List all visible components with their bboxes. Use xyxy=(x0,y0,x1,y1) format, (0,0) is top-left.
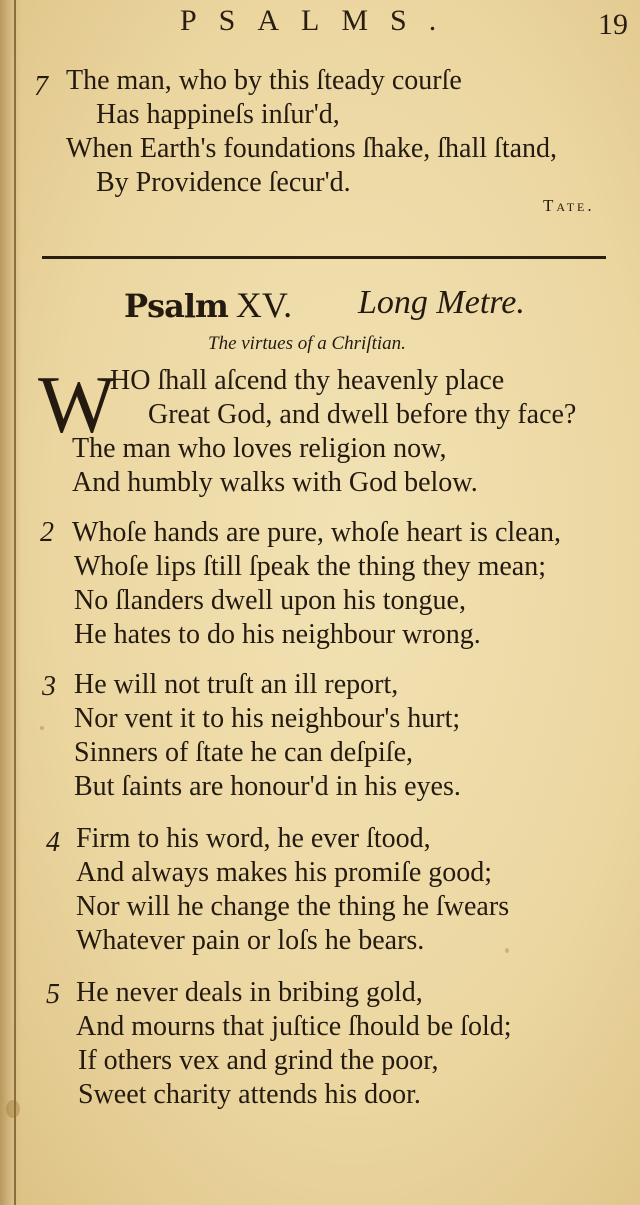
verse-line: Whatever pain or loſs he bears. xyxy=(76,925,425,956)
verse-line: When Earth's foundations ſhake, ſhall ſtand, xyxy=(66,133,558,164)
psalm-title-number: XV. xyxy=(235,285,293,325)
verse-line: Sweet charity attends his door. xyxy=(78,1079,421,1110)
stanza-number: 3 xyxy=(42,671,56,702)
verse-line: And mourns that juſtice ſhould be ſold; xyxy=(76,1011,512,1042)
verse-line: Nor vent it to his neighbour's hurt; xyxy=(74,703,461,734)
stanza-number: 4 xyxy=(46,827,60,858)
verse-line: Firm to his word, he ever ſtood, xyxy=(76,823,431,854)
verse-line: Whoſe lips ſtill ſpeak the thing they mean; xyxy=(74,551,547,582)
verse-line: By Providence ſecur'd. xyxy=(96,167,351,198)
verse-line: The man, who by this ſteady courſe xyxy=(66,65,462,96)
verse-line: He hates to do his neighbour wrong. xyxy=(74,619,481,650)
verse-line: Whoſe hands are pure, whoſe heart is clean, xyxy=(72,517,562,548)
book-gutter xyxy=(0,0,22,1205)
metre-label: Long Metre. xyxy=(358,284,525,321)
verse-line: But ſaints are honour'd in his eyes. xyxy=(74,771,461,802)
verse-line: If others vex and grind the poor, xyxy=(78,1045,439,1076)
stanza-number: 2 xyxy=(40,517,54,548)
verse-line: Nor will he change the thing he ſwears xyxy=(76,891,510,922)
psalm-title-word: Psalm xyxy=(124,287,228,325)
psalm-title xyxy=(124,284,292,326)
verse-line: The man who loves religion now, xyxy=(72,433,447,464)
drop-cap: W xyxy=(38,359,116,450)
verse-line: He never deals in bribing gold, xyxy=(76,977,423,1008)
verse-line: And always makes his promiſe good; xyxy=(76,857,493,888)
foxing-stain xyxy=(505,948,509,953)
verse-line: HO ſhall aſcend thy heavenly place xyxy=(110,365,505,396)
page-number: 19 xyxy=(598,8,628,41)
verse-line: And humbly walks with God below. xyxy=(72,467,478,498)
verse-line: Has happineſs inſur'd, xyxy=(96,99,340,130)
verse-line: Great God, and dwell before thy face? xyxy=(148,399,577,430)
gutter-line xyxy=(14,0,16,1205)
psalm-subtitle: The virtues of a Chriſtian. xyxy=(208,333,406,354)
verse-line: No ſlanders dwell upon his tongue, xyxy=(74,585,466,616)
foxing-stain xyxy=(40,726,44,730)
section-divider xyxy=(42,256,606,259)
verse-line: He will not truſt an ill report, xyxy=(74,669,399,700)
running-head: PSALMS. xyxy=(180,4,459,37)
stanza-number: 5 xyxy=(46,979,60,1010)
author-attribution: Tate. xyxy=(543,196,595,215)
verse-line: Sinners of ſtate he can deſpiſe, xyxy=(74,737,413,768)
foxing-stain xyxy=(6,1100,20,1118)
stanza-number: 7 xyxy=(34,71,48,102)
